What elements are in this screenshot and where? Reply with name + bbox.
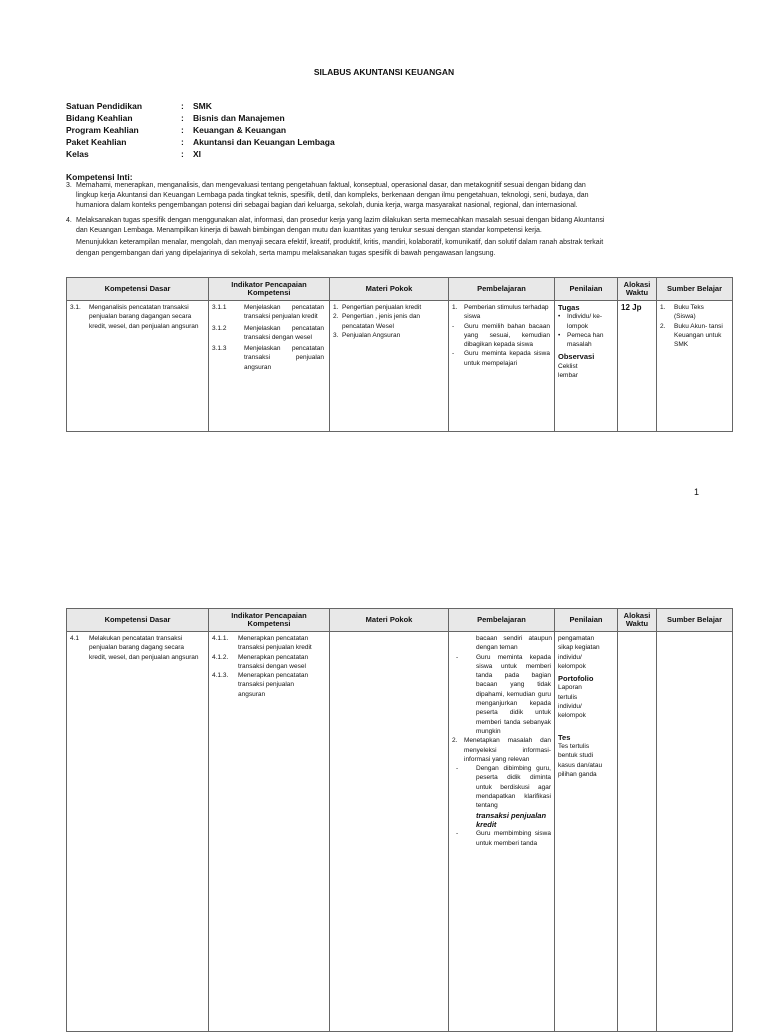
pembelajaran-bullet-text: Guru meminta kepada siswa untuk mempelajari — [464, 350, 550, 367]
info-label: Paket Keahlian — [66, 137, 127, 147]
indikator-number: 3.1.3 — [212, 345, 227, 353]
dash-marker: - — [452, 350, 455, 358]
document-title: SILABUS AKUNTANSI KEUANGAN — [313, 67, 455, 77]
info-colon: : — [181, 125, 184, 135]
penilaian-item — [558, 331, 614, 350]
cell-penilaian — [555, 301, 618, 432]
sumber-text: Buku Teks (Siswa) — [674, 304, 704, 321]
indikator-item — [212, 634, 326, 653]
pembelajaran-bullet — [452, 829, 551, 848]
ki-line: humaniora dalam konteks pengembangan potensi diri sebagai bagian dari keluarga, sekolah, dunia kerja, warga masyarakat nasional, regional, dan internasional. — [76, 202, 578, 210]
header-alokasi-waktu: Alokasi Waktu — [618, 278, 657, 301]
info-label: Kelas — [66, 149, 89, 159]
indikator-text: Menerapkan pencatatan transaksi dengan wesel — [238, 653, 309, 670]
indikator-number: 3.1.2 — [212, 324, 227, 332]
cell-materi-pokok — [330, 301, 449, 432]
dash-marker: - — [456, 765, 459, 773]
info-value: Akuntansi dan Keuangan Lembaga — [193, 137, 335, 147]
ki-line: dengan pengembangan dari yang dipelajarinya di sekolah, serta mampu melaksanakan tugas spesifik di bawah pengawasan langsung. — [76, 249, 496, 257]
tes-label: Tes — [558, 732, 571, 742]
materi-number: 1. — [333, 304, 339, 311]
bullet-icon: • — [558, 313, 561, 321]
sumber-item — [660, 303, 729, 322]
indikator-text: Menjelaskan pencatatan transaksi dengan wesel — [244, 324, 324, 341]
sumber-number: 2. — [660, 322, 666, 330]
pembelajaran-number: 2. — [452, 737, 458, 745]
materi-number: 3. — [333, 331, 339, 339]
pembelajaran-number: 1. — [452, 304, 458, 311]
header-indikator: Indikator Pencapaian Kompetensi — [209, 278, 330, 301]
dash-marker: - — [456, 830, 459, 838]
indikator-number: 4.1.1. — [212, 635, 229, 642]
syllabus-table-2 — [66, 608, 733, 1032]
pembelajaran-text: Menetapkan masalah dan menyeleksi informasi-informasi yang relevan — [464, 737, 551, 763]
dash-marker: - — [452, 322, 455, 330]
header-kompetensi-dasar: Kompetensi Dasar — [67, 278, 209, 301]
cell-alokasi-waktu — [618, 301, 657, 432]
header-sumber-belajar: Sumber Belajar — [657, 609, 733, 632]
dash-marker: - — [456, 653, 459, 661]
indikator-item — [212, 303, 326, 322]
header-penilaian: Penilaian — [555, 278, 618, 301]
portofolio-text: Laporan tertulis individu/ kelompok — [558, 684, 586, 720]
kompetensi-inti-item-3 — [66, 181, 706, 212]
indikator-text: Menerapkan pencatatan transaksi penjualan angsuran — [238, 672, 309, 698]
sumber-text: Buku Akun- tansi Keuangan untuk SMK — [674, 322, 723, 349]
cell-kompetensi-dasar — [67, 632, 209, 1032]
pembelajaran-bullet — [452, 322, 551, 350]
header-kompetensi-dasar: Kompetensi Dasar — [67, 609, 209, 632]
header-materi-pokok: Materi Pokok — [330, 278, 449, 301]
ki-number: 4. — [66, 217, 72, 224]
page-number: 1 — [694, 487, 700, 497]
info-row-satuan — [66, 101, 212, 111]
cell-sumber-belajar — [657, 632, 733, 1032]
info-value: Bisnis dan Manajemen — [193, 113, 285, 123]
indikator-number: 4.1.2. — [212, 653, 229, 661]
sumber-item — [660, 322, 729, 350]
materi-text: Pengertian , jenis jenis dan pencatatan Wesel — [342, 313, 421, 330]
ki-line: Memahami, menerapkan, menganalisis, dan mengevaluasi tentang pengetahuan faktual, konseptual, operasional dasar, dan metakognitif sesuai dengan bidang dan — [76, 182, 586, 189]
kd-number: 3.1. — [70, 304, 81, 311]
cell-sumber-belajar — [657, 301, 733, 432]
info-colon: : — [181, 113, 184, 123]
pembelajaran-emphasis: transaksi penjualan kredit — [476, 810, 547, 829]
cell-indikator — [209, 632, 330, 1032]
materi-text: Pengertian penjualan kredit — [342, 304, 422, 311]
pembelajaran-bullet-text: Guru membimbing siswa untuk memberi tanda — [476, 830, 551, 847]
materi-number: 2. — [333, 313, 339, 321]
indikator-item — [212, 653, 326, 672]
cell-alokasi-waktu — [618, 632, 657, 1032]
kd-text: Menganalisis pencatatan transaksi penjualan barang dagangan secara kredit, wesel, dan penjualan angsuran — [89, 304, 199, 330]
info-row-program — [66, 125, 286, 135]
ki-line: lingkup kerja Akuntansi dan Keuangan Lembaga pada tingkat teknis, spesifik, detil, dan kompleks, berkenaan dengan ilmu pengetahuan, teknologi, seni, budaya, dan — [76, 192, 589, 200]
kd-text: Melakukan pencatatan transaksi penjualan barang dagang secara kredit, wesel, dan penjualan angsuran — [89, 635, 199, 661]
indikator-number: 3.1.1 — [212, 304, 227, 311]
info-row-bidang — [66, 113, 285, 123]
ki-line: Melaksanakan tugas spesifik dengan menggunakan alat, informasi, dan prosedur kerja yang lazim dilakukan serta memecahkan masalah sesuai dengan bidang Akuntansi — [76, 217, 605, 224]
pembelajaran-bullet-text: Dengan dibimbing guru, peserta didik diminta untuk berdiskusi agar mendapatkan klarifikasi tentang — [476, 765, 551, 810]
tes-text: Tes tertulis bentuk studi kasus dan/atau pilihan ganda — [558, 742, 603, 778]
kompetensi-inti-heading: Kompetensi Inti: — [66, 172, 133, 182]
header-indikator: Indikator Pencapaian Kompetensi — [209, 609, 330, 632]
sumber-number: 1. — [660, 304, 666, 311]
materi-item — [333, 303, 445, 312]
pembelajaran-text: Pemberian stimulus terhadap siswa — [464, 304, 549, 321]
cell-pembelajaran — [449, 301, 555, 432]
header-penilaian: Penilaian — [555, 609, 618, 632]
indikator-text: Menerapkan pencatatan transaksi penjualan kredit — [238, 635, 312, 652]
info-colon: : — [181, 149, 184, 159]
info-value: Keuangan & Keuangan — [193, 125, 287, 135]
indikator-item — [212, 324, 326, 343]
info-value: XI — [193, 149, 202, 159]
indikator-number: 4.1.3. — [212, 672, 229, 680]
pembelajaran-bullet-text: Guru memilih bahan bacaan yang sesuai, kemudian dibagikan kepada siswa — [464, 322, 550, 349]
materi-item — [333, 331, 445, 340]
pembelajaran-bullet-text: Guru meminta kepada siswa untuk memberi tanda pada bagian bacaan yang tidak dipahami, kemudian guru menganjurkan kepada peserta didik untuk memberi tanda sebanyak mungkin — [476, 653, 551, 735]
penilaian-text: pengamatan sikap kegiatan individu/ kelompok — [558, 635, 600, 670]
info-colon: : — [181, 101, 184, 111]
cell-materi-pokok — [330, 632, 449, 1032]
cell-penilaian — [555, 632, 618, 1032]
observasi-label: Observasi — [558, 352, 595, 362]
tugas-label: Tugas — [558, 303, 580, 312]
indikator-text: Menjelaskan pencatatan transaksi penjualan angsuran — [244, 345, 324, 371]
pembelajaran-bullet — [452, 764, 551, 829]
info-row-paket — [66, 137, 335, 147]
pembelajaran-continuation: bacaan sendiri ataupun dengan teman — [476, 635, 552, 652]
cell-pembelajaran — [449, 632, 555, 1032]
indikator-item — [212, 671, 326, 699]
info-row-kelas — [66, 149, 201, 159]
cell-kompetensi-dasar — [67, 301, 209, 432]
kd-number: 4.1 — [70, 635, 80, 642]
info-value: SMK — [193, 101, 212, 111]
header-materi-pokok: Materi Pokok — [330, 609, 449, 632]
cell-indikator — [209, 301, 330, 432]
info-colon: : — [181, 137, 184, 147]
alokasi-value: 12 Jp — [621, 303, 642, 312]
indikator-text: Menjelaskan pencatatan transaksi penjualan kredit — [244, 304, 324, 321]
info-label: Bidang Keahlian — [66, 113, 133, 123]
observasi-text: Ceklist lembar — [558, 362, 578, 380]
pembelajaran-bullet — [452, 653, 551, 737]
header-alokasi-waktu: Alokasi Waktu — [618, 609, 657, 632]
ki-line: dan Keuangan Lembaga. Menampilkan kinerja di bawah bimbingan dengan mutu dan kuantitas yang terukur sesuai dengan standar kompetensi kerja. — [76, 227, 542, 235]
materi-text: Penjualan Angsuran — [342, 331, 401, 339]
syllabus-table-1 — [66, 277, 733, 432]
penilaian-item — [558, 312, 614, 331]
indikator-item — [212, 344, 326, 372]
portofolio-label: Portofolio — [558, 674, 594, 684]
pembelajaran-step — [452, 736, 551, 764]
info-label: Program Keahlian — [66, 125, 139, 135]
materi-item — [333, 312, 445, 331]
header-sumber-belajar: Sumber Belajar — [657, 278, 733, 301]
info-label: Satuan Pendidikan — [66, 101, 143, 111]
pembelajaran-bullet — [452, 349, 551, 368]
header-pembelajaran: Pembelajaran — [449, 278, 555, 301]
kompetensi-inti-item-4 — [66, 216, 706, 259]
bullet-icon: • — [558, 331, 561, 339]
ki-line: Menunjukkan keterampilan menalar, mengolah, dan menyaji secara efektif, kreatif, produktif, kritis, mandiri, kolaboratif, komunikatif, dan solutif dalam ranah abstrak terkait — [76, 239, 604, 247]
penilaian-item-text: Pemeca han masalah — [567, 331, 604, 349]
header-pembelajaran: Pembelajaran — [449, 609, 555, 632]
ki-number: 3. — [66, 182, 72, 189]
penilaian-item-text: Individu/ ke- lompok — [567, 313, 603, 330]
